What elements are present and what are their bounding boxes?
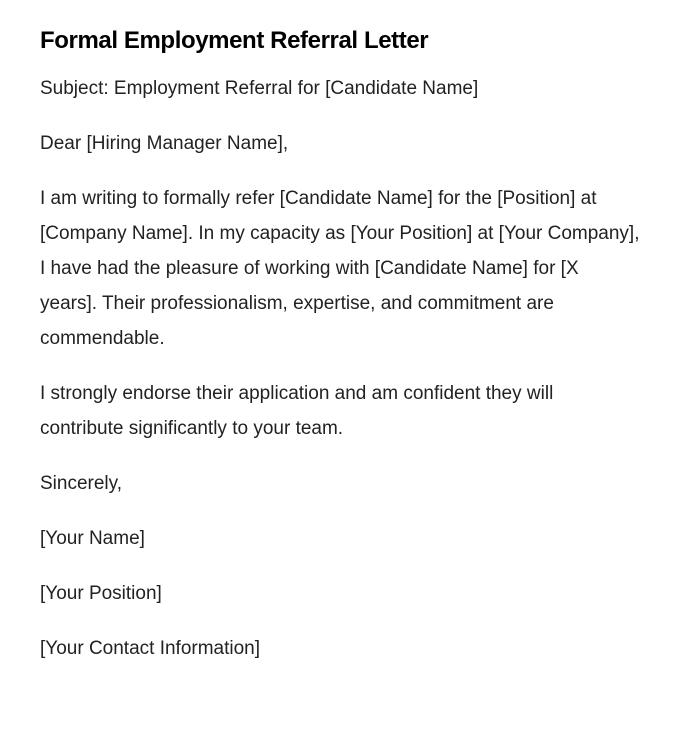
signer-contact: [Your Contact Information] [40, 638, 261, 659]
letter-body-paragraph-1: I am writing to formally refer [Candidate Name] for the [Position] at [Company Name]. In my capacity as [Your Position] at [Your Company], I have had the pleasure of working with [Candidate Name] for [X years]. Their professionalism, expertise, and commitment are commendable. [40, 188, 640, 349]
letter-body-paragraph-2: I strongly endorse their application and am confident they will contribute significantly to your team. [40, 383, 554, 439]
letter-salutation: Dear [Hiring Manager Name], [40, 133, 289, 154]
letter-subject: Subject: Employment Referral for [Candidate Name] [40, 78, 479, 99]
signer-name: [Your Name] [40, 528, 145, 549]
letter-title: Formal Employment Referral Letter [40, 27, 429, 54]
letter-document [40, 24, 640, 686]
letter-closing: Sincerely, [40, 473, 123, 494]
signer-position: [Your Position] [40, 583, 162, 604]
